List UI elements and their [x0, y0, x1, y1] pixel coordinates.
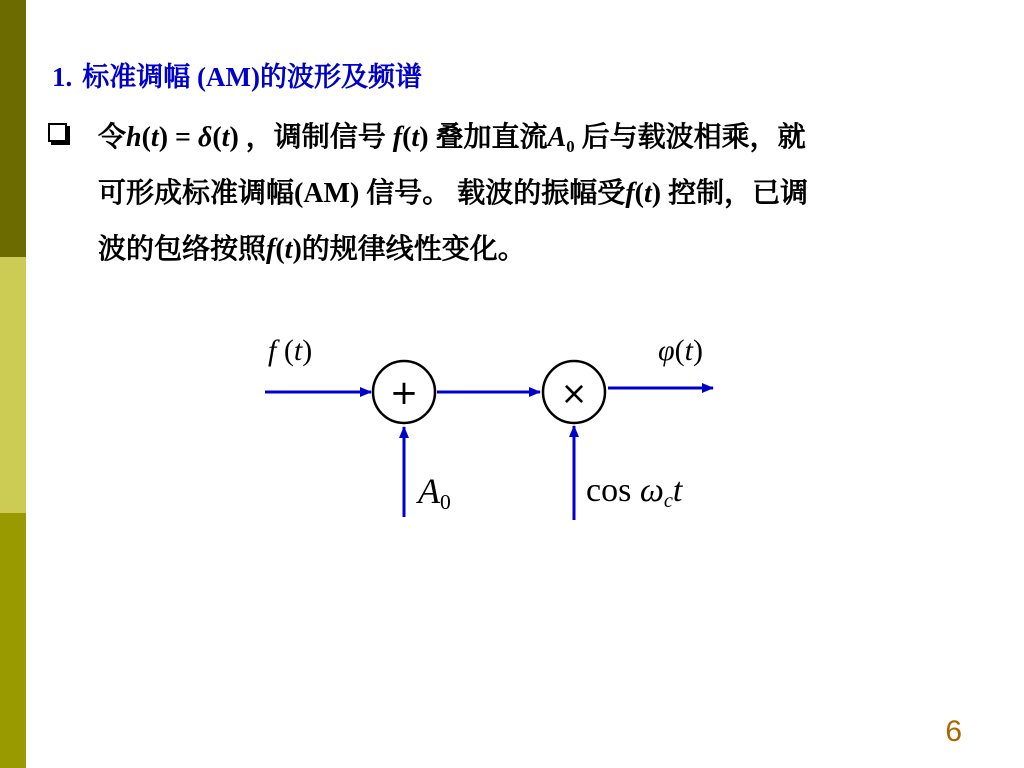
heading-text: 标准调幅 (AM)的波形及频谱 [82, 62, 422, 92]
math-var: f [392, 122, 403, 153]
text-run: ( [141, 122, 151, 153]
math-var: t [284, 234, 293, 265]
heading-number: 1. [52, 62, 73, 92]
text-run: 可形成标准调幅(AM) 信号。 载波的振幅受 [98, 178, 626, 209]
math-subscript: 0 [440, 490, 451, 514]
text-run: ( [634, 178, 644, 209]
math-var: t [293, 334, 303, 367]
multiplier-symbol: × [560, 374, 588, 412]
output-signal-label [658, 334, 703, 368]
math-var: t [411, 122, 420, 153]
text-run: 波的包络按照 [98, 234, 267, 265]
math-var: δ [197, 122, 213, 153]
math-var: f [625, 178, 635, 209]
math-var: t [150, 122, 159, 153]
math-subscript: 0 [566, 137, 575, 156]
math-var: f [266, 234, 276, 265]
text-run: ) ，调制信号 [229, 122, 393, 153]
text-run: 令 [98, 122, 127, 153]
math-var: ω [639, 472, 664, 509]
math-subscript: c [663, 490, 673, 512]
text-run: 后与载波相乘，就 [574, 122, 806, 153]
math-var: f [268, 334, 277, 367]
text-run: ( [402, 122, 412, 153]
input-signal-label [268, 334, 312, 368]
math-var: A [418, 471, 440, 511]
text-run: ( [276, 334, 294, 367]
math-var: t [221, 122, 230, 153]
math-var: t [643, 178, 652, 209]
carrier-label [586, 472, 682, 510]
text-run: ) [692, 334, 703, 367]
math-var: h [126, 122, 142, 153]
text-run: cos [586, 472, 640, 509]
math-var: t [684, 334, 693, 367]
math-var: t [672, 472, 683, 509]
math-var: A [547, 122, 567, 153]
text-run: ) = [158, 122, 198, 153]
text-run: ( [275, 234, 285, 265]
text-run: ) 叠加直流 [419, 122, 548, 153]
math-var: φ [658, 334, 675, 367]
text-run: )的规律线性变化。 [292, 234, 526, 265]
text-run: ( [674, 334, 685, 367]
page-number: 6 [945, 715, 962, 748]
adder-symbol: + [389, 373, 419, 413]
text-run: ( [212, 122, 222, 153]
text-run: ) [302, 334, 313, 367]
text-run: ) 控制，已调 [651, 178, 809, 209]
dc-component-label [418, 470, 451, 512]
